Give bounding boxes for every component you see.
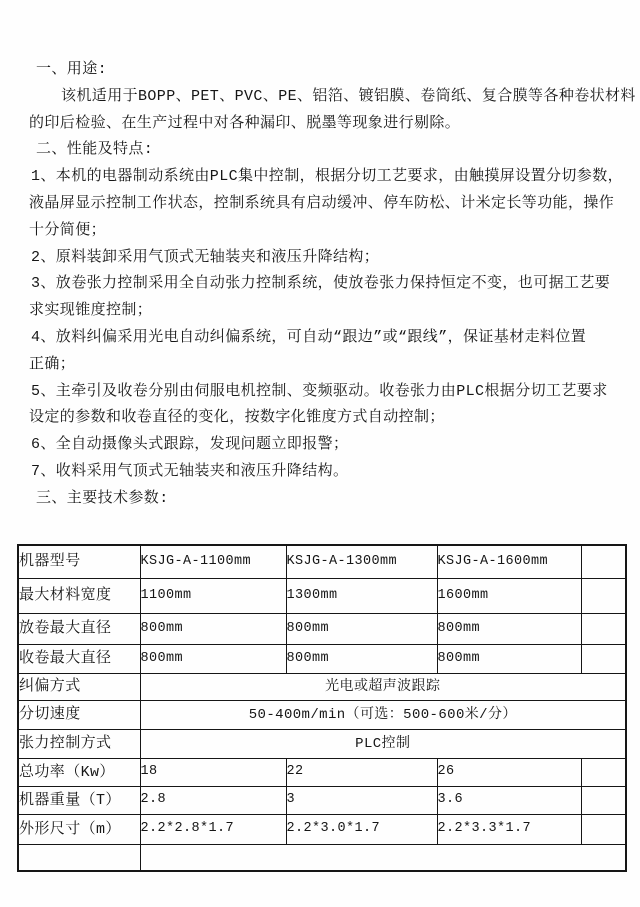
table-cell [581, 644, 626, 673]
text-line: 的印后检验、在生产过程中对各种漏印、脱墨等现象进行剔除。 [29, 114, 461, 132]
table-cell: KSJG-A-1600mm [437, 545, 581, 578]
table-row-label: 张力控制方式 [18, 729, 140, 758]
section-heading: 二、性能及特点: [36, 141, 154, 159]
table-row [18, 673, 626, 700]
table-cell [581, 786, 626, 814]
section-heading: 一、用途: [36, 61, 108, 78]
table-cell: 800mm [437, 644, 581, 673]
table-cell: 22 [286, 758, 437, 786]
text-line: 3、放卷张力控制采用全自动张力控制系统，使放卷张力保持恒定不变，也可据工艺要 [31, 275, 611, 293]
table-row [18, 578, 626, 613]
table-row [18, 545, 626, 578]
table-cell: 1100mm [140, 578, 286, 613]
table-cell: KSJG-A-1100mm [140, 545, 286, 578]
table-cell [581, 613, 626, 644]
table-cell: 3.6 [437, 786, 581, 814]
table-row [18, 729, 626, 758]
table-row [18, 786, 626, 814]
text-line: 5、主牵引及收卷分别由伺服电机控制、变频驱动。收卷张力由PLC根据分切工艺要求 [31, 382, 608, 400]
table-cell: 800mm [286, 644, 437, 673]
table-row-label: 分切速度 [18, 700, 140, 729]
table-merged-cell: 50-400m/min（可选：500-600米/分） [140, 700, 626, 729]
table-row-label: 最大材料宽度 [18, 578, 140, 613]
table-cell: 1300mm [286, 578, 437, 613]
text-line: 1、本机的电器制动系统由PLC集中控制，根据分切工艺要求，由触摸屏设置分切参数， [31, 168, 624, 186]
table-cell [581, 578, 626, 613]
table-cell: 18 [140, 758, 286, 786]
text-line: 设定的参数和收卷直径的变化，按数字化锥度方式自动控制； [29, 409, 445, 427]
text-line: 7、收料采用气顶式无轴装夹和液压升降结构。 [31, 462, 349, 480]
table-cell: 800mm [140, 613, 286, 644]
table-cell [581, 545, 626, 578]
table-cell: 1600mm [437, 578, 581, 613]
table-cell [581, 758, 626, 786]
text-line: 6、全自动摄像头式跟踪，发现问题立即报警； [31, 436, 349, 454]
table-cell: 2.2*3.0*1.7 [286, 814, 437, 844]
table-row-label: 外形尺寸（m） [18, 814, 140, 844]
table-cell: 26 [437, 758, 581, 786]
table-row [18, 844, 626, 871]
text-line: 该机适用于BOPP、PET、PVC、PE、铝箔、镀铝膜、卷筒纸、复合膜等各种卷状材料 [61, 87, 636, 105]
table-merged-cell: 光电或超声波跟踪 [140, 673, 626, 700]
section-heading: 三、主要技术参数: [36, 489, 169, 507]
table-row-label: 总功率（Kw） [18, 758, 140, 786]
table-row-label: 收卷最大直径 [18, 644, 140, 673]
table-row-label: 机器型号 [18, 545, 140, 578]
spec-table [17, 544, 627, 872]
table-cell: 800mm [140, 644, 286, 673]
table-cell: 800mm [286, 613, 437, 644]
table-row [18, 758, 626, 786]
table-cell: 2.2*2.8*1.7 [140, 814, 286, 844]
table-row [18, 613, 626, 644]
text-line: 求实现锥度控制； [29, 302, 153, 320]
table-row [18, 700, 626, 729]
table-row-label [18, 844, 140, 871]
table-merged-cell: PLC控制 [140, 729, 626, 758]
table-merged-cell [140, 844, 626, 871]
table-row-label: 纠偏方式 [18, 673, 140, 700]
table-cell: 2.2*3.3*1.7 [437, 814, 581, 844]
table-cell [581, 814, 626, 844]
text-line: 正确； [29, 355, 76, 373]
table-row-label: 机器重量（T） [18, 786, 140, 814]
table-row-label: 放卷最大直径 [18, 613, 140, 644]
table-cell: 800mm [437, 613, 581, 644]
table-cell: 2.8 [140, 786, 286, 814]
text-line: 液晶屏显示控制工作状态，控制系统具有启动缓冲、停车防松、计米定长等功能，操作 [29, 194, 615, 212]
table-row [18, 814, 626, 844]
text-line: 2、原料装卸采用气顶式无轴装夹和液压升降结构； [31, 248, 380, 266]
table-row [18, 644, 626, 673]
table-cell: KSJG-A-1300mm [286, 545, 437, 578]
body-text [0, 57, 640, 513]
text-line: 十分简便； [29, 221, 107, 239]
text-line: 4、放料纠偏采用光电自动纠偏系统，可自动“跟边”或“跟线”，保证基材走料位置 [31, 328, 587, 346]
table-cell: 3 [286, 786, 437, 814]
